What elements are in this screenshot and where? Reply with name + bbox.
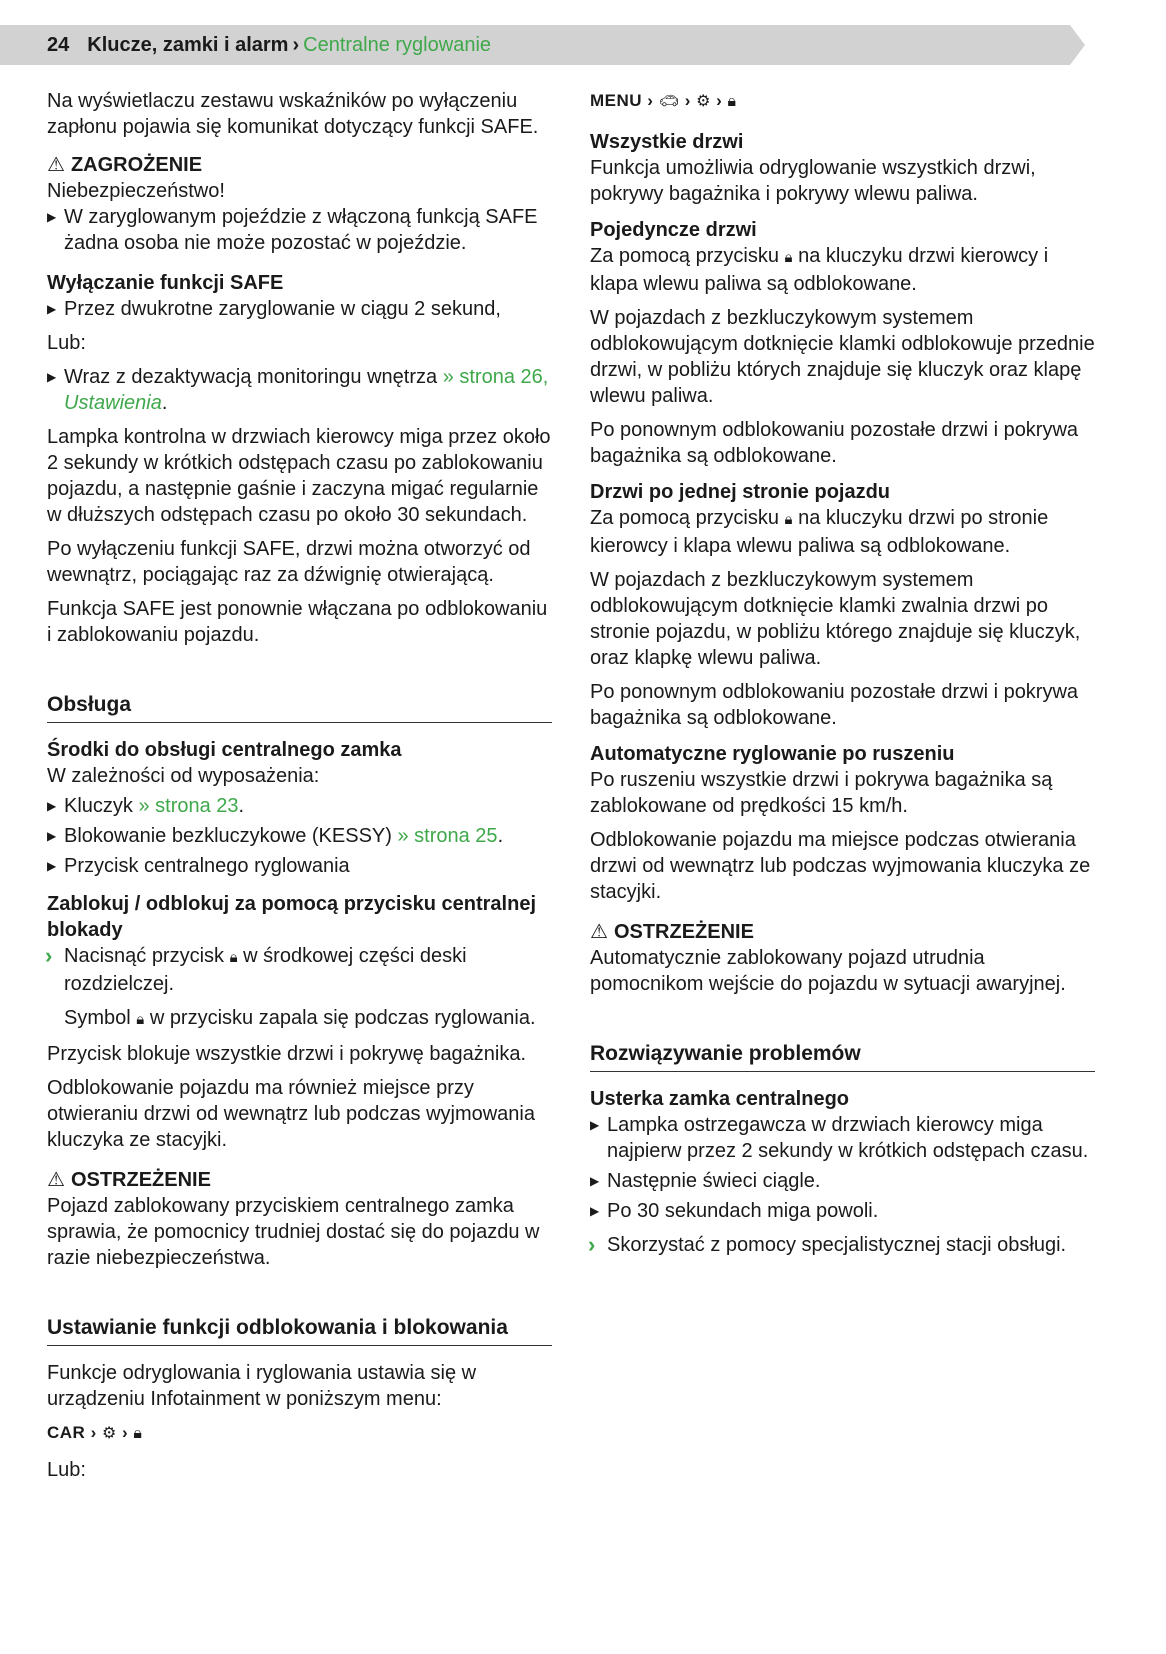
list-item: ▶ Wraz z dezaktywacją monitoringu wnętrza » strona 26, Ustawienia. (47, 366, 549, 414)
list-item: ▶ W zaryglowanym pojeździe z włączoną funkcją SAFE żadna osoba nie może pozostać w pojeździe. (47, 206, 538, 254)
bullet-triangle-icon: ▶ (47, 370, 57, 384)
warning-triangle-icon: ⚠ (590, 921, 608, 943)
right-column (590, 88, 1095, 1262)
paragraph: Funkcja SAFE jest ponownie włączana po odblokowaniu i zablokowaniu pojazdu. (47, 598, 548, 646)
bullet-triangle-icon: ▶ (47, 829, 57, 843)
page-link[interactable]: » strona 26, (442, 366, 549, 388)
lock-icon: 🔒︎ (784, 511, 793, 528)
subheading: Pojedyncze drzwi (590, 219, 757, 241)
paragraph: W zależności od wyposażenia: (47, 765, 320, 787)
step-chevron-icon: › (588, 1232, 596, 1257)
section-heading-rozwiazywanie: Rozwiązywanie problemów (590, 1041, 1095, 1072)
gear-icon: ⚙ (101, 1425, 117, 1442)
step-item: › Nacisnąć przycisk 🔒︎ w środkowej części deski rozdzielczej. (45, 943, 467, 995)
subheading: Usterka zamka centralnego (590, 1088, 850, 1110)
paragraph: Lampka kontrolna w drzwiach kierowcy miga przez około 2 sekundy w krótkich odstępach czasu po zablokowaniu pojazdu, a następnie gaśnie i zaczyna migać regularnie w dłuższych odstępach czasu po około 30 sekundach. (47, 426, 551, 526)
current-section: Centralne ryglowanie (303, 34, 492, 56)
intro-paragraph: Na wyświetlaczu zestawu wskaźników po wyłączeniu zapłonu pojawia się komunikat dotyczący funkcji SAFE. (47, 90, 539, 138)
warning-text: Pojazd zablokowany przyciskiem centralnego zamka sprawia, że pomocnicy trudniej dostać się do pojazdu w razie niebezpieczeństwa. (47, 1195, 540, 1269)
paragraph: Po ponownym odblokowaniu pozostałe drzwi i pokrywa bagażnika są odblokowane. (590, 419, 1079, 467)
step-item: › Skorzystać z pomocy specjalistycznej stacji obsługi. (588, 1232, 1067, 1257)
lock-icon: 🔒︎ (784, 249, 793, 266)
paragraph: Funkcja umożliwia odryglowanie wszystkich drzwi, pokrywy bagażnika i pokrywy wlewu paliwa. (590, 157, 1036, 205)
section-heading-ustawianie: Ustawianie funkcji odblokowania i blokowania (47, 1315, 552, 1346)
left-column (47, 88, 552, 1491)
menu-path: CAR › ⚙ › 🔒︎ (47, 1423, 143, 1442)
subheading: Środki do obsługi centralnego zamka (47, 739, 402, 761)
step-chevron-icon: › (45, 943, 53, 968)
menu-path: MENU › 🚗︎ › ⚙ › 🔒︎ (590, 91, 737, 110)
paragraph: Odblokowanie pojazdu ma również miejsce przy otwieraniu drzwi od wewnątrz lub podczas wyjmowania kluczyka ze stacyjki. (47, 1077, 535, 1151)
padlock-icon: 🔒︎ (727, 93, 737, 110)
list-item: ▶ Kluczyk » strona 23. (47, 795, 245, 817)
breadcrumb (47, 25, 491, 65)
warning-box (47, 1167, 552, 1271)
section-heading-obsluga: Obsługa (47, 692, 552, 723)
lock-icon: 🔒︎ (229, 949, 238, 966)
subheading: Wszystkie drzwi (590, 131, 744, 153)
list-item: ▶ Lampka ostrzegawcza w drzwiach kierowcy miga najpierw przez 2 sekundy w krótkich odstępach czasu. (590, 1114, 1089, 1162)
or-text: Lub: (47, 1459, 86, 1481)
lock-icon: 🔒︎ (136, 1011, 145, 1028)
paragraph: W pojazdach z bezkluczykowym systemem odblokowującym dotknięcie klamki zwalnia drzwi po stronie pojazdu, w pobliżu którego znajduje się kluczyk, oraz klapkę wlewu paliwa. (590, 569, 1081, 669)
list-item: ▶ Następnie świeci ciągle. (590, 1170, 821, 1192)
subheading: Drzwi po jednej stronie pojazdu (590, 481, 891, 503)
paragraph: W pojazdach z bezkluczykowym systemem odblokowującym dotknięcie klamki odblokowuje przednie drzwi, w pobliżu których znajduje się kluczyk oraz klapę wlewu paliwa. (590, 307, 1095, 407)
subheading: Zablokuj / odblokuj za pomocą przycisku centralnej blokady (47, 893, 536, 941)
page-link[interactable]: » strona 25 (397, 825, 498, 847)
list-item: ▶ Po 30 sekundach miga powoli. (590, 1200, 879, 1222)
subheading: Automatyczne ryglowanie po ruszeniu (590, 743, 955, 765)
warning-box (590, 919, 1095, 997)
bullet-triangle-icon: ▶ (47, 859, 57, 873)
list-item: ▶ Blokowanie bezkluczykowe (KESSY) » strona 25. (47, 825, 504, 847)
warning-title: OSTRZEŻENIE (70, 1169, 211, 1191)
chapter-title: Klucze, zamki i alarm (87, 34, 289, 56)
warning-triangle-icon: ⚠ (47, 154, 65, 176)
bullet-triangle-icon: ▶ (47, 210, 57, 224)
page-link-title[interactable]: Ustawienia (64, 392, 162, 414)
paragraph: Funkcje odryglowania i ryglowania ustawia się w urządzeniu Infotainment w poniższym menu: (47, 1362, 477, 1410)
warning-triangle-icon: ⚠ (47, 1169, 65, 1191)
bullet-triangle-icon: ▶ (590, 1174, 600, 1188)
bullet-triangle-icon: ▶ (590, 1118, 600, 1132)
danger-box (47, 152, 552, 256)
paragraph: Po ruszeniu wszystkie drzwi i pokrywa bagażnika są zablokowane od prędkości 15 km/h. (590, 769, 1053, 817)
warning-text: Automatycznie zablokowany pojazd utrudnia pomocnikom wejście do pojazdu w sytuacji awaryjnej. (590, 947, 1066, 995)
page-link[interactable]: » strona 23 (138, 795, 239, 817)
bullet-triangle-icon: ▶ (590, 1204, 600, 1218)
paragraph: Za pomocą przycisku 🔒︎ na kluczyku drzwi kierowcy i klapa wlewu paliwa są odblokowane. (590, 245, 1049, 295)
bullet-triangle-icon: ▶ (47, 799, 57, 813)
danger-title: ZAGROŻENIE (70, 154, 203, 176)
paragraph: Po ponownym odblokowaniu pozostałe drzwi i pokrywa bagażnika są odblokowane. (590, 681, 1079, 729)
list-item: ▶ Przycisk centralnego ryglowania (47, 855, 350, 877)
padlock-icon: 🔒︎ (133, 1425, 143, 1442)
bullet-triangle-icon: ▶ (47, 302, 57, 316)
car-icon: 🚗︎ (658, 93, 680, 110)
paragraph: Za pomocą przycisku 🔒︎ na kluczyku drzwi po stronie kierowcy i klapa wlewu paliwa są odblokowane. (590, 507, 1049, 557)
paragraph: Odblokowanie pojazdu ma miejsce podczas otwierania drzwi od wewnątrz lub podczas wyjmowania kluczyka ze stacyjki. (590, 829, 1091, 903)
paragraph: Symbol 🔒︎ w przycisku zapala się podczas ryglowania. (64, 1007, 536, 1029)
gear-icon: ⚙ (696, 93, 711, 110)
page-number: 24 (47, 34, 70, 56)
warning-title: OSTRZEŻENIE (613, 921, 754, 943)
or-text: Lub: (47, 332, 86, 354)
danger-text: Niebezpieczeństwo! (47, 180, 225, 202)
paragraph: Po wyłączeniu funkcji SAFE, drzwi można otworzyć od wewnątrz, pociągając raz za dźwignię otwierającą. (47, 538, 531, 586)
paragraph: Przycisk blokuje wszystkie drzwi i pokrywę bagażnika. (47, 1043, 527, 1065)
safe-off-title: Wyłączanie funkcji SAFE (47, 272, 284, 294)
breadcrumb-separator: › (292, 34, 300, 56)
list-item: ▶ Przez dwukrotne zaryglowanie w ciągu 2 sekund, (47, 298, 501, 320)
